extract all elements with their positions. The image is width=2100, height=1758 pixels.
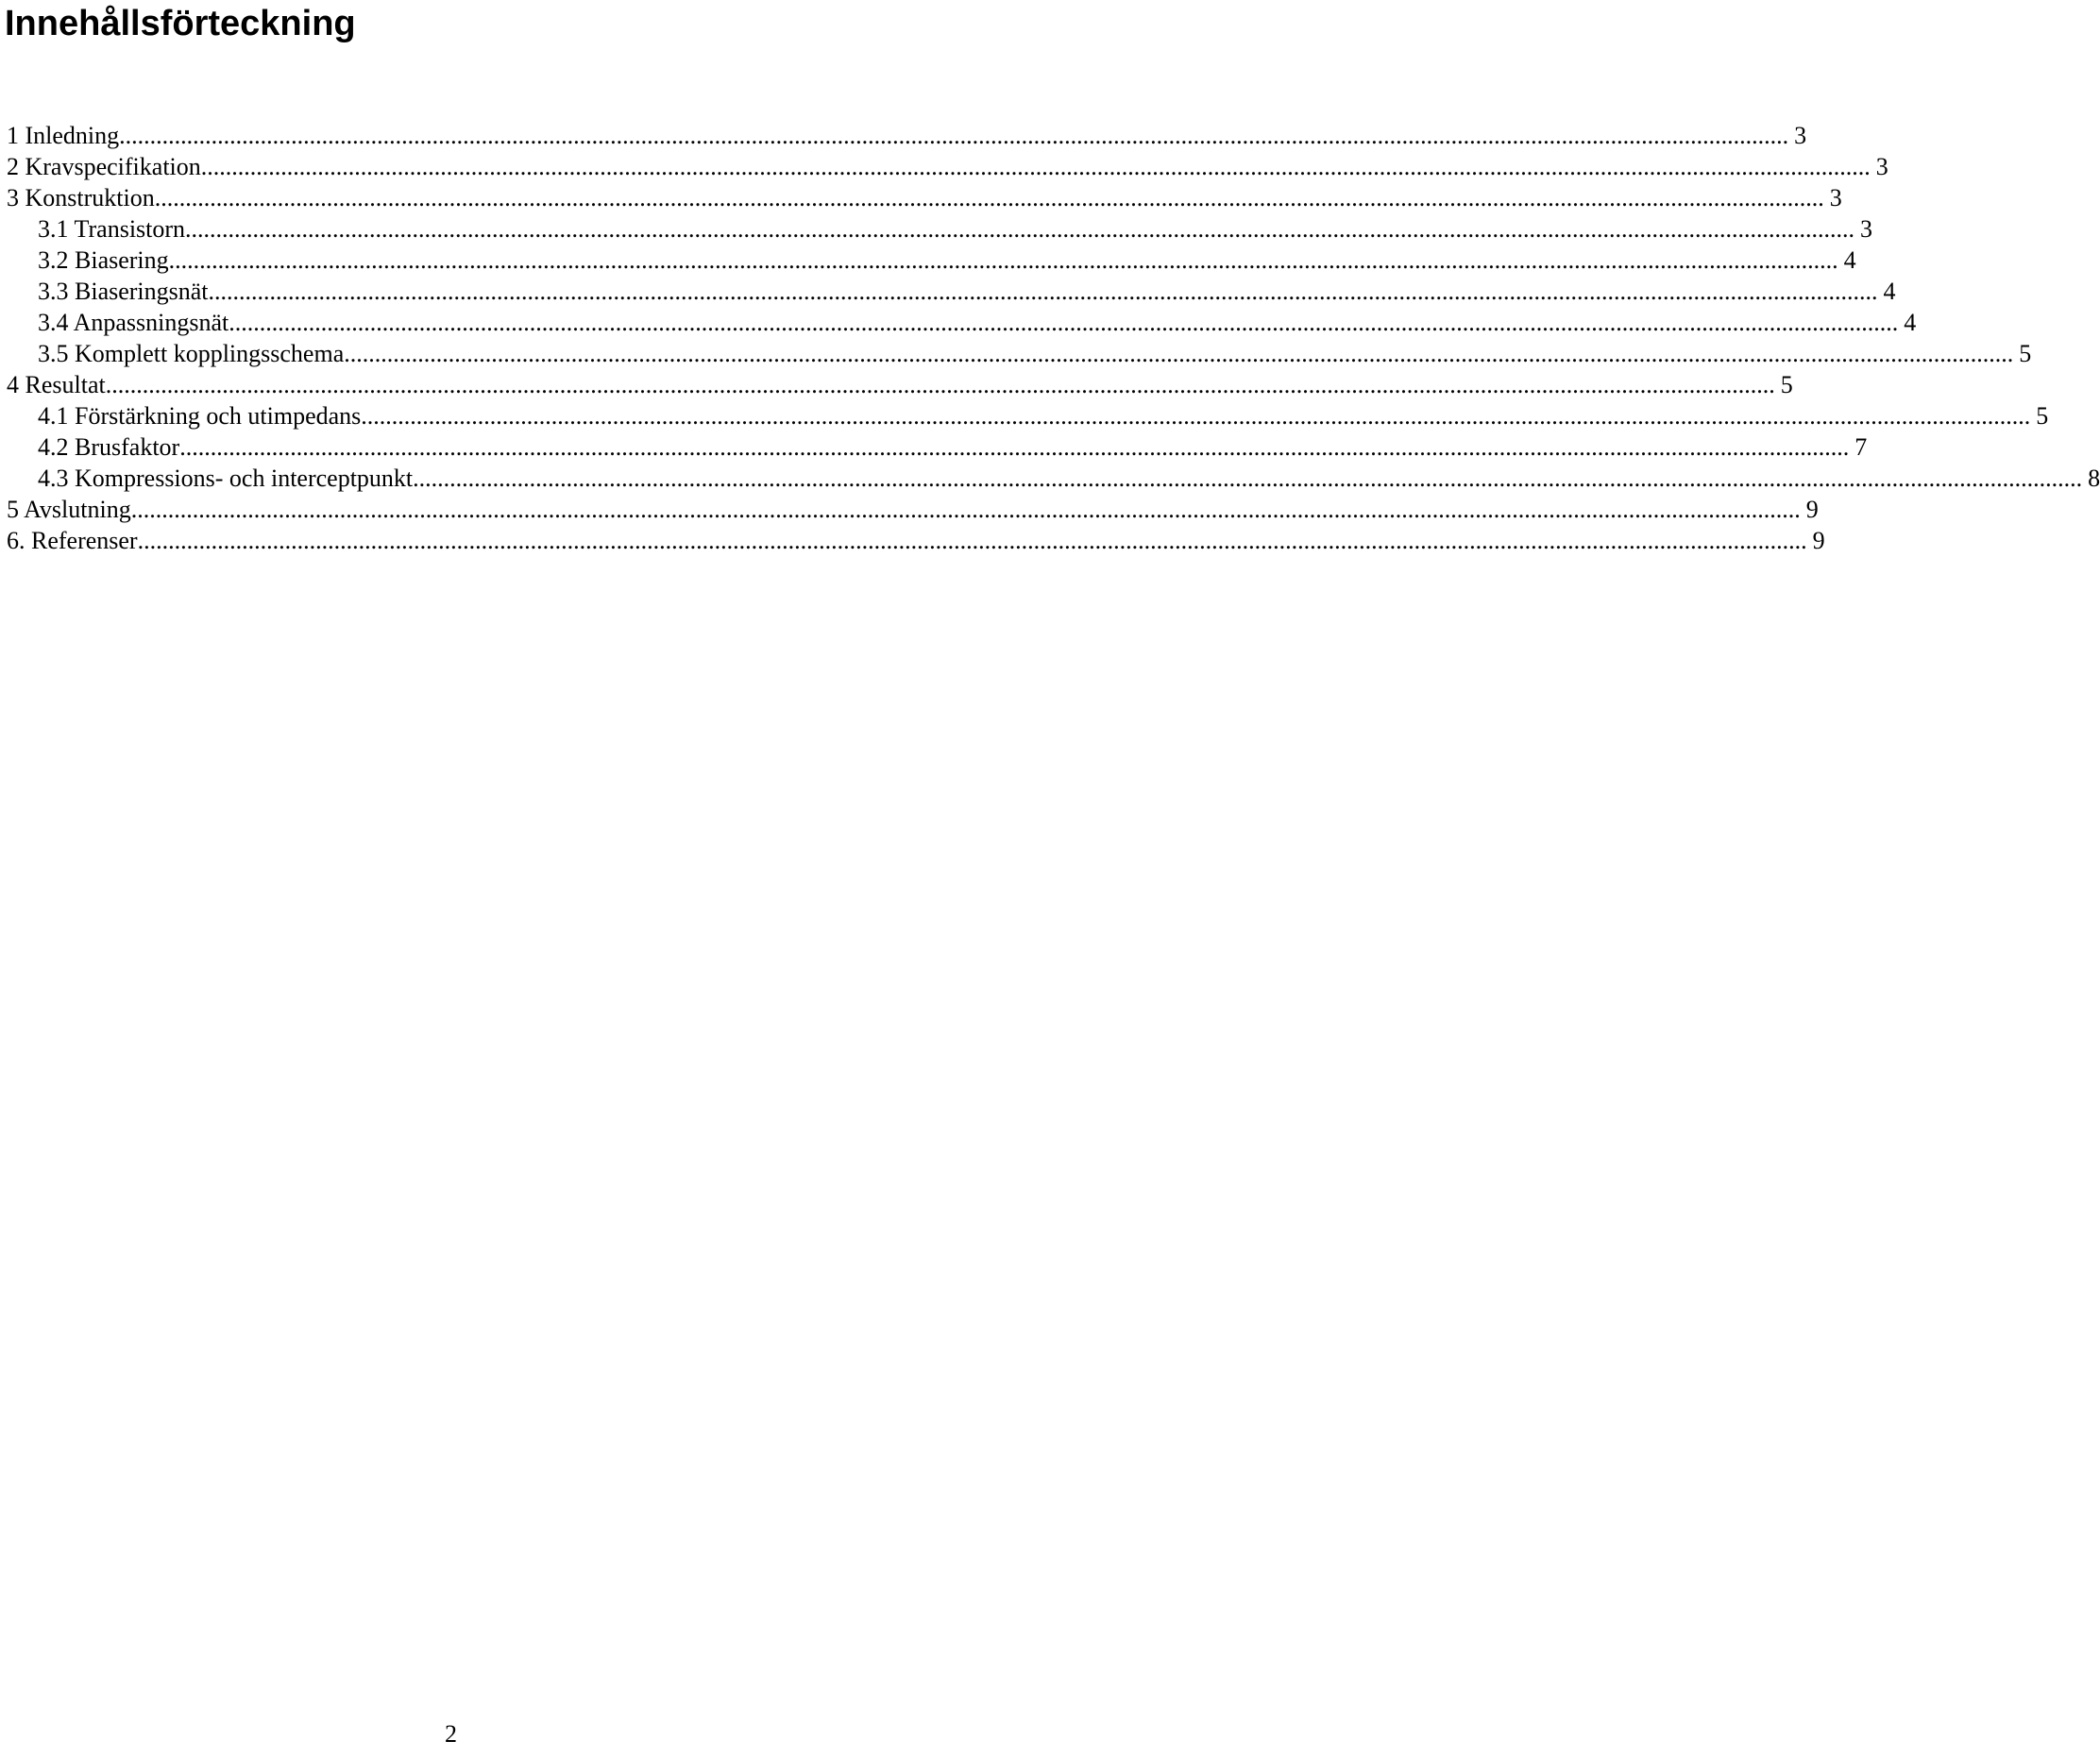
toc-entry-page: 3	[1875, 153, 1888, 180]
toc-entry-page: 4	[1904, 309, 1917, 336]
toc-entry-label: 3.4 Anpassningsnät	[38, 309, 229, 336]
toc-entry[interactable]	[7, 245, 1856, 276]
toc-entry-label: 3.2 Biasering	[38, 246, 169, 274]
toc-entry[interactable]	[7, 307, 1917, 338]
toc-entry[interactable]	[7, 369, 1793, 400]
dot-leader	[344, 338, 2013, 369]
dot-leader	[185, 213, 1854, 245]
dot-leader	[413, 463, 2082, 494]
toc-entry-page: 4	[1843, 246, 1856, 274]
dot-leader	[119, 120, 1788, 151]
toc-entry-label: 4.3 Kompressions- och interceptpunkt	[38, 465, 414, 492]
toc-entry[interactable]	[7, 463, 2100, 494]
page-number: 2	[445, 1720, 457, 1748]
dot-leader	[209, 276, 1878, 307]
toc-entry-label: 4.1 Förstärkning och utimpedans	[38, 402, 362, 430]
toc-entry[interactable]	[7, 431, 1868, 463]
dot-leader	[106, 369, 1775, 400]
dot-leader	[179, 431, 1849, 463]
dot-leader	[361, 400, 2030, 431]
toc-entry-page: 9	[1812, 527, 1825, 554]
toc-entry-label: 4.2 Brusfaktor	[38, 433, 180, 461]
toc-entry-page: 5	[1780, 371, 1793, 398]
toc-entry-label: 3.3 Biaseringsnät	[38, 278, 209, 305]
toc-entry-page: 7	[1854, 433, 1868, 461]
dot-leader	[229, 307, 1898, 338]
toc-entry-page: 4	[1883, 278, 1896, 305]
toc-entry[interactable]	[7, 276, 1896, 307]
toc-entry[interactable]	[7, 494, 1819, 525]
toc-entry[interactable]	[7, 338, 2032, 369]
toc-entry-page: 5	[2036, 402, 2049, 430]
toc-entry-page: 3	[1794, 122, 1807, 149]
toc-entry[interactable]	[7, 400, 2049, 431]
toc-entry[interactable]	[7, 182, 1842, 213]
toc-entry[interactable]	[7, 213, 1873, 245]
toc-entry-page: 9	[1805, 496, 1819, 523]
toc-entry-page: 3	[1829, 184, 1842, 211]
toc-entry-label: 6. Referenser	[7, 527, 138, 554]
toc-entry-label: 5 Avslutning	[7, 496, 131, 523]
toc-entry-page: 3	[1860, 215, 1873, 243]
toc-entry-label: 1 Inledning	[7, 122, 120, 149]
dot-leader	[169, 245, 1838, 276]
toc-entry-label: 3.5 Komplett kopplingsschema	[38, 340, 345, 367]
toc-entry-label: 3 Konstruktion	[7, 184, 155, 211]
toc-entry-page: 8	[2088, 465, 2100, 492]
dot-leader	[155, 182, 1824, 213]
dot-leader	[131, 494, 1801, 525]
toc-entry[interactable]	[7, 525, 1825, 556]
dot-leader	[138, 525, 1807, 556]
toc-entry-label: 4 Resultat	[7, 371, 106, 398]
table-of-contents	[7, 120, 2100, 556]
toc-entry-label: 3.1 Transistorn	[38, 215, 186, 243]
dot-leader	[201, 151, 1871, 182]
page-title: Innehållsförteckning	[5, 4, 356, 43]
toc-entry[interactable]	[7, 120, 1807, 151]
toc-entry-label: 2 Kravspecifikation	[7, 153, 201, 180]
toc-entry[interactable]	[7, 151, 1888, 182]
toc-entry-page: 5	[2019, 340, 2032, 367]
